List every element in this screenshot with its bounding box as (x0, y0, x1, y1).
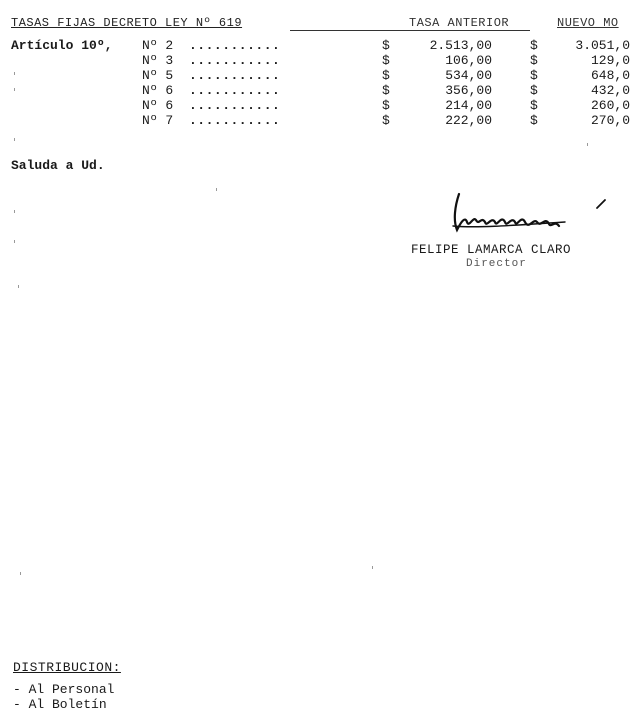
new-fee: 648,0 (590, 68, 630, 83)
currency-sign: $ (382, 98, 390, 113)
table-title: TASAS FIJAS DECRETO LEY Nº 619 (11, 16, 243, 30)
dot-leader: ........... (189, 53, 281, 68)
item-number: Nº 2 (142, 38, 174, 53)
table-row (0, 83, 630, 98)
header-rule (290, 30, 530, 31)
currency-sign: $ (530, 68, 538, 83)
dot-leader: ........... (189, 98, 281, 113)
signer-name: FELIPE LAMARCA CLARO (411, 243, 572, 257)
table-row (0, 98, 630, 113)
table-row (0, 53, 630, 68)
dot-leader: ........... (189, 68, 281, 83)
dot-leader: ........... (189, 38, 281, 53)
item-number: Nº 3 (142, 53, 174, 68)
table-row (0, 68, 630, 83)
new-fee: 129,0 (590, 53, 630, 68)
signer-title: Director (466, 258, 527, 270)
currency-sign: $ (530, 53, 538, 68)
dot-leader: ........... (189, 83, 281, 98)
closing-line: Saluda a Ud. (11, 158, 105, 173)
currency-sign: $ (382, 113, 390, 128)
new-fee: 3.051,0 (575, 38, 630, 53)
previous-fee: 214,00 (445, 98, 492, 113)
item-number: Nº 6 (142, 83, 174, 98)
item-number: Nº 7 (142, 113, 174, 128)
distribution-item: - Al Personal (13, 682, 115, 697)
distribution-item: - Al Boletín (13, 697, 107, 712)
currency-sign: $ (530, 83, 538, 98)
previous-fee: 222,00 (445, 113, 492, 128)
currency-sign: $ (382, 38, 390, 53)
table-row (0, 113, 630, 128)
new-fee: 260,0 (590, 98, 630, 113)
column-header-previous: TASA ANTERIOR (409, 16, 510, 30)
previous-fee: 2.513,00 (429, 38, 492, 53)
previous-fee: 106,00 (445, 53, 492, 68)
new-fee: 270,0 (590, 113, 630, 128)
dot-leader: ........... (189, 113, 281, 128)
column-header-new: NUEVO MO (557, 16, 619, 30)
previous-fee: 534,00 (445, 68, 492, 83)
currency-sign: $ (530, 113, 538, 128)
new-fee: 432,0 (590, 83, 630, 98)
currency-sign: $ (382, 68, 390, 83)
currency-sign: $ (382, 53, 390, 68)
currency-sign: $ (382, 83, 390, 98)
table-row (0, 38, 630, 53)
article-label: Artículo 10º, (11, 38, 113, 53)
item-number: Nº 5 (142, 68, 174, 83)
currency-sign: $ (530, 98, 538, 113)
currency-sign: $ (530, 38, 538, 53)
item-number: Nº 6 (142, 98, 174, 113)
signature-image (445, 186, 615, 238)
previous-fee: 356,00 (445, 83, 492, 98)
distribution-title: DISTRIBUCION: (13, 660, 121, 675)
